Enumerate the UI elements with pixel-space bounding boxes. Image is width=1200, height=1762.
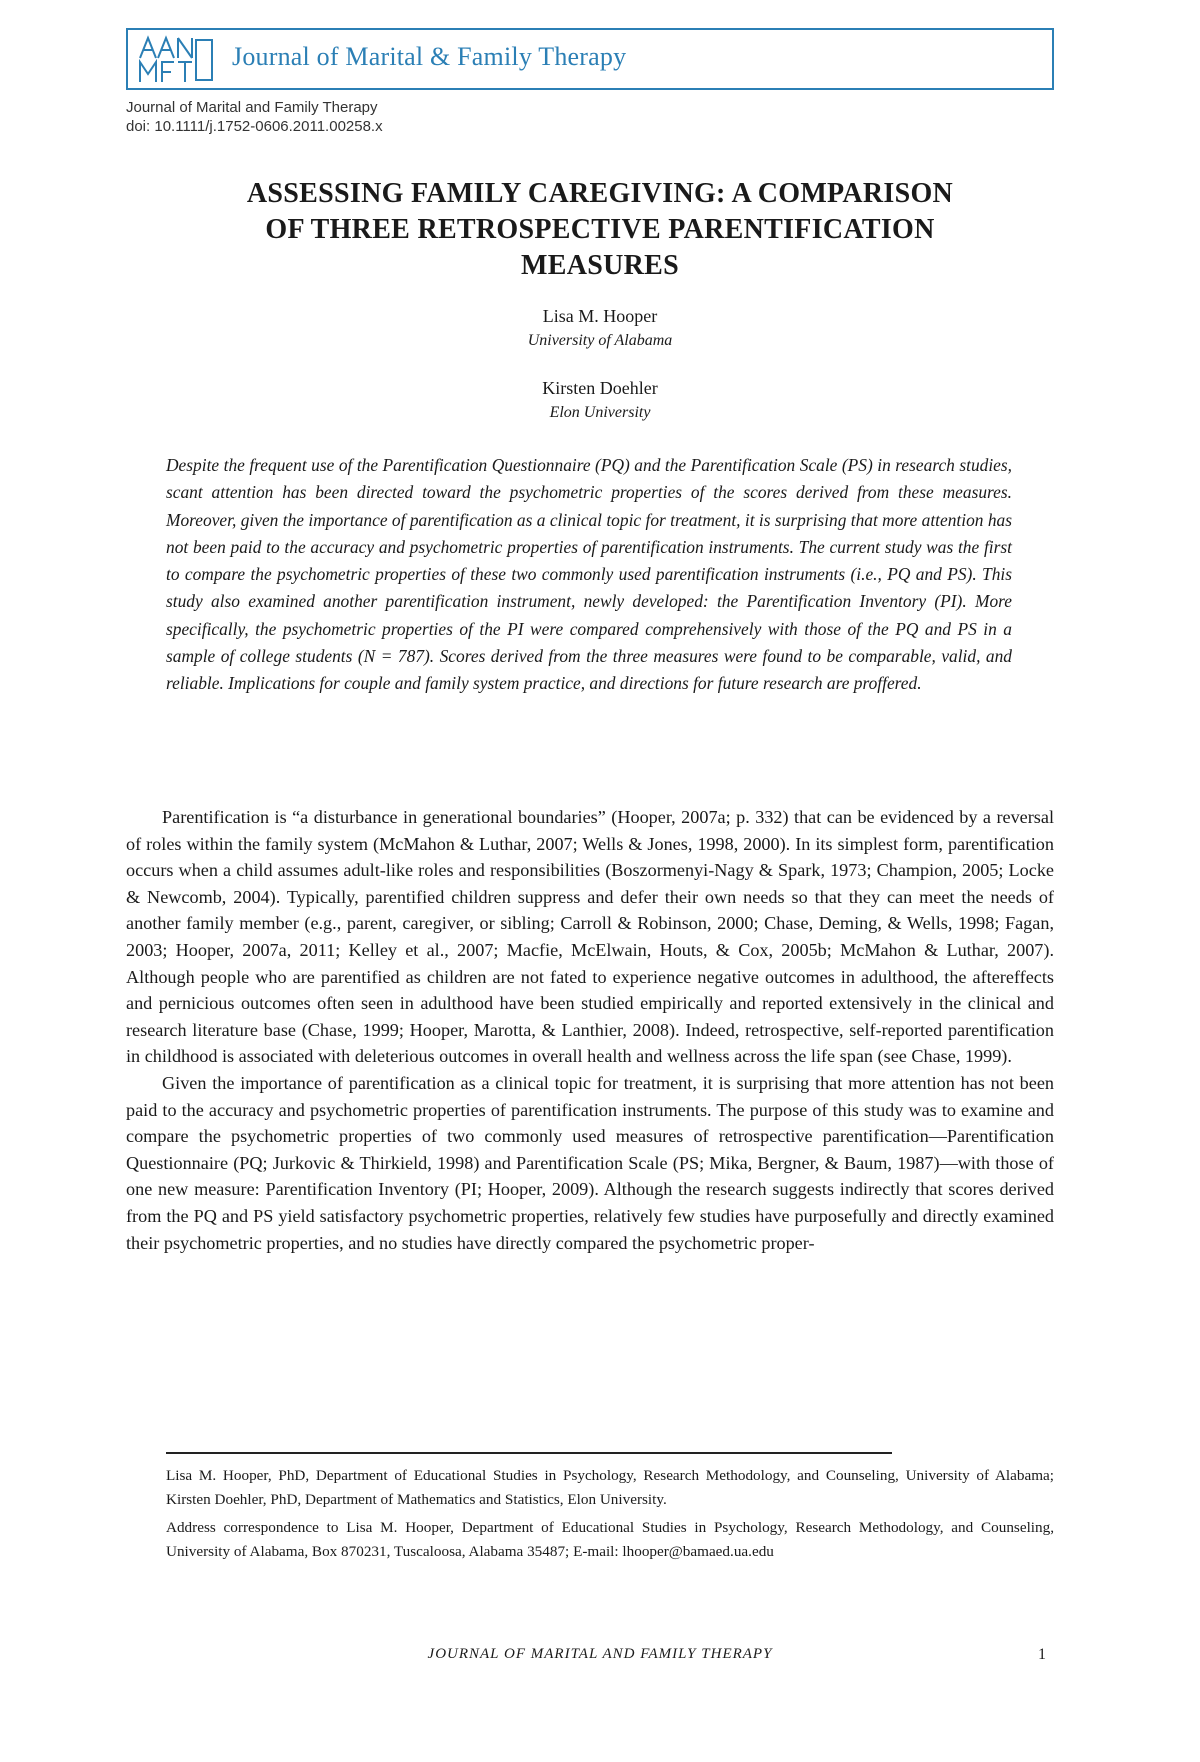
meta-journal: Journal of Marital and Family Therapy <box>126 99 378 116</box>
article-title <box>150 176 1050 284</box>
aamft-logo <box>136 34 216 86</box>
abstract: Despite the frequent use of the Parentification Questionnaire (PQ) and the Parentification Scale (PS) in research studies, scant attention has been directed toward the psychometric properties of the scores derived from these measures. Moreover, given the importance of parentification as a clinical topic for treatment, it is surprising that more attention has not been paid to the accuracy and psychometric properties of parentification instruments. The current study was the first to compare the psychometric properties of these two commonly used parentification instruments (i.e., PQ and PS). This study also examined another parentification instrument, newly developed: the Parentification Inventory (PI). More specifically, the psychometric properties of the PI were compared comprehensively with those of the PQ and PS in a sample of college students (N = 787). Scores derived from the three measures were found to be comparable, valid, and reliable. Implications for couple and family system practice, and directions for future research are proffered. <box>166 455 1012 694</box>
author-name: Kirsten Doehler <box>542 378 658 398</box>
author-name: Lisa M. Hooper <box>542 306 658 326</box>
journal-banner-title: Journal of Marital & Family Therapy <box>232 42 627 71</box>
journal-banner <box>126 28 1054 90</box>
footnote-rule <box>166 1452 892 1454</box>
article-body <box>126 804 1054 1256</box>
footnotes <box>166 1464 1054 1568</box>
footnote-affiliations: Lisa M. Hooper, PhD, Department of Educational Studies in Psychology, Research Methodology, and Counseling, University of Alabama; Kirsten Doehler, PhD, Department of Mathematics and Statistics, Elon University. <box>166 1467 1054 1508</box>
meta-doi: doi: 10.1111/j.1752-0606.2011.00258.x <box>126 118 383 135</box>
author-affiliation: Elon University <box>549 404 651 421</box>
title-line-1: ASSESSING FAMILY CAREGIVING: A COMPARISON <box>246 178 954 209</box>
article-meta <box>126 98 383 136</box>
body-paragraph: Parentification is “a disturbance in generational boundaries” (Hooper, 2007a; p. 332) that can be evidenced by a reversal of roles within the family system (McMahon & Luthar, 2007; Wells & Jones, 1998, 2000). In its simplest form, parentification occurs when a child assumes adult-like roles and responsibilities (Boszormenyi-Nagy & Spark, 1973; Champion, 2005; Locke & Newcomb, 2004). Typically, parentified children suppress and defer their own needs so that they can meet the needs of another family member (e.g., parent, caregiver, or sibling; Carroll & Robinson, 2000; Chase, Deming, & Wells, 1998; Fagan, 2003; Hooper, 2007a, 2011; Kelley et al., 2007; Macfie, McElwain, Houts, & Cox, 2005b; McMahon & Luthar, 2007). Although people who are parentified as children are not fated to experience negative outcomes in adulthood, the aftereffects and pernicious outcomes often seen in adulthood have been studied empirically and reported extensively in the clinical and research literature base (Chase, 1999; Hooper, Marotta, & Lanthier, 2008). Indeed, retrospective, self-reported parentification in childhood is associated with deleterious outcomes in overall health and wellness across the life span (see Chase, 1999). <box>126 807 1054 1067</box>
body-paragraph: Given the importance of parentification as a clinical topic for treatment, it is surprising that more attention has not been paid to the accuracy and psychometric properties of parentification instruments. The purpose of this study was to examine and compare the psychometric properties of two commonly used measures of retrospective parentification—Parentification Questionnaire (PQ; Jurkovic & Thirkield, 1998) and Parentification Scale (PS; Mika, Bergner, & Baum, 1987)—with those of one new measure: Parentification Inventory (PI; Hooper, 2009). Although the research suggests indirectly that scores derived from the PQ and PS yield satisfactory psychometric properties, relatively few studies have purposefully and directly examined their psychometric properties, and no studies have directly compared the psychometric proper- <box>126 1072 1054 1253</box>
author-affiliation: University of Alabama <box>527 332 673 349</box>
page-number: 1 <box>1038 1646 1046 1663</box>
running-footer: JOURNAL OF MARITAL AND FAMILY THERAPY <box>427 1646 773 1662</box>
footnote-correspondence: Address correspondence to Lisa M. Hooper, Department of Educational Studies in Psychology, Research Methodology, and Counseling, University of Alabama, Box 870231, Tuscaloosa, Alabama 35487; E-mail: lhooper@bamaed.ua.edu <box>166 1519 1054 1560</box>
title-line-2: OF THREE RETROSPECTIVE PARENTIFICATION <box>265 214 935 245</box>
title-line-3: MEASURES <box>521 250 679 281</box>
